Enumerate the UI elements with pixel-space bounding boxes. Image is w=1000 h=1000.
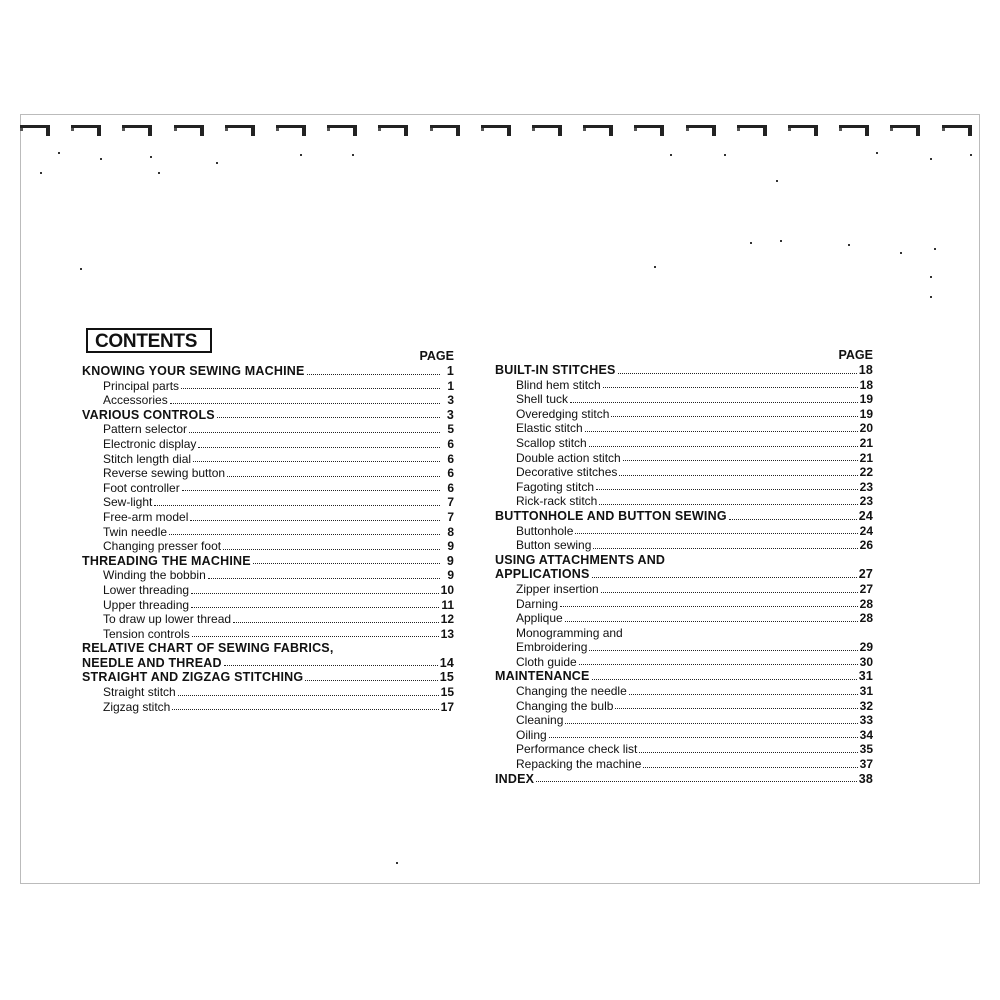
toc-entry — [495, 611, 873, 626]
toc-entry — [495, 699, 873, 714]
toc-entry-page: 5 — [447, 422, 454, 437]
dot-leader — [217, 417, 440, 418]
toc-entry-label: Blind hem stitch — [516, 377, 601, 392]
toc-entry — [82, 627, 454, 642]
toc-entry — [495, 363, 873, 378]
toc-entry-label: INDEX — [495, 771, 535, 786]
binding-ring — [430, 122, 466, 136]
toc-entry-page: 31 — [859, 684, 873, 699]
dot-leader — [643, 767, 857, 768]
scan-speck — [158, 172, 160, 174]
toc-entry-page: 6 — [447, 480, 454, 495]
toc-entry-page: 6 — [447, 451, 454, 466]
toc-entry-page: 24 — [858, 508, 873, 523]
toc-entry-label: KNOWING YOUR SEWING MACHINE — [82, 364, 305, 378]
toc-entry-label: Zigzag stitch — [103, 699, 171, 714]
toc-entry-page: 34 — [859, 727, 873, 742]
toc-entry — [495, 640, 873, 655]
toc-entry-label: Pattern selector — [103, 422, 188, 437]
binding-ring — [532, 122, 568, 136]
dot-leader — [575, 533, 857, 534]
toc-entry-label: Accessories — [103, 393, 168, 408]
toc-entry — [495, 451, 873, 466]
dot-leader — [592, 679, 857, 680]
toc-entry-page: 10 — [440, 582, 454, 597]
dot-leader — [189, 432, 440, 433]
binding-ring — [788, 122, 824, 136]
toc-entry-page: 22 — [859, 465, 873, 480]
toc-entry-label: Zipper insertion — [516, 581, 599, 596]
toc-entry-label: Applique — [516, 611, 563, 626]
toc-entry-page: 24 — [859, 523, 873, 538]
toc-entry-page: 28 — [859, 611, 873, 626]
toc-entry — [495, 553, 873, 568]
toc-entry-page: 15 — [440, 685, 454, 700]
toc-entry-label: Lower threading — [103, 582, 190, 597]
toc-entry — [82, 393, 454, 408]
toc-entry-label: USING ATTACHMENTS AND — [495, 552, 666, 567]
toc-entry — [495, 597, 873, 612]
dot-leader — [560, 606, 858, 607]
toc-entry-page: 19 — [859, 406, 873, 421]
toc-entry — [82, 466, 454, 481]
dot-leader — [181, 388, 440, 389]
dot-leader — [565, 621, 858, 622]
contents-title: CONTENTS — [95, 331, 198, 352]
scan-speck — [216, 162, 218, 164]
toc-entry — [82, 568, 454, 583]
toc-entry-label: RELATIVE CHART OF SEWING FABRICS, — [82, 641, 334, 656]
toc-entry-label: Changing the bulb — [516, 698, 614, 713]
toc-entry-label: Buttonhole — [516, 523, 574, 538]
toc-entry — [82, 612, 454, 627]
binding-ring — [20, 122, 56, 136]
toc-entry-label: Tension controls — [103, 626, 190, 641]
toc-entry-label: Changing the needle — [516, 684, 627, 699]
toc-entry-page: 31 — [858, 669, 873, 684]
toc-entry-page: 20 — [859, 421, 873, 436]
dot-leader — [224, 665, 438, 666]
binding-ring — [225, 122, 261, 136]
toc-entry-label: Sew-light — [103, 495, 153, 510]
toc-entry-page: 27 — [858, 567, 873, 582]
scan-speck — [724, 154, 726, 156]
binding-ring — [634, 122, 670, 136]
toc-entry-label: Twin needle — [103, 524, 168, 539]
dot-leader — [198, 447, 440, 448]
toc-entry-label: VARIOUS CONTROLS — [82, 407, 215, 422]
dot-leader — [191, 593, 439, 594]
toc-entry — [495, 524, 873, 539]
toc-entry-page: 23 — [859, 494, 873, 509]
binding-ring — [122, 122, 158, 136]
toc-entry-page: 3 — [447, 393, 454, 408]
toc-entry-page: 18 — [859, 377, 873, 392]
scan-speck — [300, 154, 302, 156]
dot-leader — [223, 549, 440, 550]
toc-entry-label: Cloth guide — [516, 654, 577, 669]
scan-speck — [848, 244, 850, 246]
toc-entry — [82, 495, 454, 510]
toc-entry-page: 7 — [447, 495, 454, 510]
toc-entry-page: 6 — [447, 436, 454, 451]
toc-entry — [495, 582, 873, 597]
toc-entry-page: 9 — [447, 539, 454, 554]
toc-entry-label: Elastic stitch — [516, 421, 583, 436]
toc-entry-page: 28 — [859, 596, 873, 611]
toc-entry-page: 3 — [446, 407, 454, 422]
toc-entry-page: 17 — [440, 699, 454, 714]
toc-entry-label: Embroidering — [516, 640, 588, 655]
dot-leader — [579, 664, 858, 665]
toc-entry — [495, 509, 873, 524]
dot-leader — [618, 373, 857, 374]
toc-entry — [495, 465, 873, 480]
toc-entry-page: 6 — [447, 466, 454, 481]
toc-entry-label: Shell tuck — [516, 392, 569, 407]
toc-entry-label: BUTTONHOLE AND BUTTON SEWING — [495, 508, 727, 523]
dot-leader — [307, 374, 440, 375]
toc-entry-label: Stitch length dial — [103, 451, 192, 466]
toc-entry-page: 9 — [446, 553, 454, 568]
toc-entry-label: Changing presser foot — [103, 539, 222, 554]
toc-entry-page: 38 — [858, 771, 873, 786]
toc-entry-label: Straight stitch — [103, 685, 176, 700]
dot-leader — [182, 490, 440, 491]
toc-entry-label: APPLICATIONS — [495, 567, 590, 582]
toc-entry — [82, 685, 454, 700]
toc-entry — [82, 598, 454, 613]
dot-leader — [639, 752, 857, 753]
toc-entry — [495, 757, 873, 772]
dot-leader — [729, 519, 857, 520]
toc-entry-label: NEEDLE AND THREAD — [82, 655, 222, 670]
toc-left-column — [82, 348, 454, 714]
scan-speck — [934, 248, 936, 250]
dot-leader — [603, 387, 858, 388]
toc-entry-label: Upper threading — [103, 597, 190, 612]
dot-leader — [611, 416, 857, 417]
toc-entry — [495, 378, 873, 393]
toc-entry — [495, 567, 873, 582]
scan-speck — [396, 862, 398, 864]
scan-speck — [80, 268, 82, 270]
toc-entry — [495, 742, 873, 757]
toc-entry-label: Double action stitch — [516, 450, 621, 465]
toc-entry-page: 21 — [859, 435, 873, 450]
scan-speck — [900, 252, 902, 254]
toc-entry — [82, 670, 454, 685]
toc-entry — [82, 641, 454, 656]
toc-entry-page: 26 — [859, 538, 873, 553]
binding-ring — [71, 122, 107, 136]
binding-ring — [327, 122, 363, 136]
dot-leader — [615, 708, 857, 709]
toc-entry-label: Overedging stitch — [516, 406, 610, 421]
toc-entry-page: 30 — [859, 654, 873, 669]
scan-speck — [970, 154, 972, 156]
toc-entry-label: BUILT-IN STITCHES — [495, 363, 616, 377]
toc-entry — [82, 700, 454, 715]
toc-entry — [82, 481, 454, 496]
dot-leader — [178, 695, 439, 696]
dot-leader — [585, 431, 858, 432]
binding-ring — [890, 122, 926, 136]
scan-speck — [670, 154, 672, 156]
scan-speck — [58, 152, 60, 154]
toc-entry — [82, 437, 454, 452]
toc-entry-label: Performance check list — [516, 742, 638, 757]
toc-entry — [82, 364, 454, 379]
toc-entry — [495, 494, 873, 509]
binding-ring — [839, 122, 875, 136]
toc-entry-page: 11 — [441, 597, 454, 612]
dot-leader — [599, 504, 857, 505]
scan-speck — [930, 158, 932, 160]
toc-entry-page: 29 — [859, 640, 873, 655]
scan-speck — [40, 172, 42, 174]
toc-entry-page: 27 — [859, 581, 873, 596]
toc-entry-label: Scallop stitch — [516, 435, 587, 450]
toc-entry-page: 23 — [859, 479, 873, 494]
toc-entry — [495, 669, 873, 684]
toc-entry — [495, 421, 873, 436]
toc-entry-page: 21 — [859, 450, 873, 465]
toc-entry-label: Rick-rack stitch — [516, 494, 598, 509]
dot-leader — [593, 548, 857, 549]
dot-leader — [172, 709, 438, 710]
toc-entry — [82, 525, 454, 540]
binding-ring — [378, 122, 414, 136]
dot-leader — [169, 534, 440, 535]
dot-leader — [623, 460, 858, 461]
dot-leader — [190, 520, 440, 521]
dot-leader — [193, 461, 440, 462]
toc-entry-page: 37 — [859, 757, 873, 772]
scan-speck — [780, 240, 782, 242]
toc-entry-page: 15 — [439, 670, 454, 685]
binding-ring — [583, 122, 619, 136]
toc-entry — [82, 422, 454, 437]
dot-leader — [589, 650, 857, 651]
toc-entry-label: Free-arm model — [103, 509, 189, 524]
toc-entry — [495, 684, 873, 699]
toc-entry-label: Button sewing — [516, 538, 592, 553]
scan-speck — [352, 154, 354, 156]
dot-leader — [570, 402, 858, 403]
scan-speck — [750, 242, 752, 244]
toc-entry — [495, 436, 873, 451]
dot-leader — [305, 680, 437, 681]
toc-entry-page: 1 — [447, 378, 454, 393]
toc-entry-label: Principal parts — [103, 378, 180, 393]
binding-ring — [481, 122, 517, 136]
toc-entry-label: Decorative stitches — [516, 465, 618, 480]
dot-leader — [253, 563, 440, 564]
toc-entry — [495, 626, 873, 641]
toc-entry-label: Reverse sewing button — [103, 466, 226, 481]
toc-entry — [82, 554, 454, 569]
binding-ring — [276, 122, 312, 136]
toc-entry — [495, 392, 873, 407]
scan-speck — [876, 152, 878, 154]
toc-entry — [495, 480, 873, 495]
toc-entry-page: 14 — [439, 655, 454, 670]
dot-leader — [227, 476, 440, 477]
binding-ring — [686, 122, 722, 136]
toc-entry-label: THREADING THE MACHINE — [82, 553, 251, 568]
dot-leader — [536, 781, 856, 782]
toc-entry-page: 13 — [440, 626, 454, 641]
dot-leader — [629, 694, 858, 695]
dot-leader — [192, 636, 439, 637]
dot-leader — [592, 577, 857, 578]
toc-entry — [82, 510, 454, 525]
toc-entry-label: STRAIGHT AND ZIGZAG STITCHING — [82, 670, 304, 685]
dot-leader — [233, 622, 439, 623]
spiral-binding — [20, 122, 980, 142]
dot-leader — [596, 489, 858, 490]
dot-leader — [191, 607, 439, 608]
toc-entry-label: Electronic display — [103, 436, 197, 451]
toc-entry — [82, 656, 454, 671]
dot-leader — [601, 592, 858, 593]
toc-entry-page: 33 — [859, 713, 873, 728]
toc-entry-label: MAINTENANCE — [495, 669, 590, 684]
binding-ring — [174, 122, 210, 136]
toc-entry-label: Darning — [516, 596, 559, 611]
toc-entry-label: Winding the bobbin — [103, 568, 206, 583]
toc-entry — [82, 379, 454, 394]
toc-entry — [495, 538, 873, 553]
dot-leader — [549, 737, 858, 738]
binding-ring — [942, 122, 978, 136]
dot-leader — [154, 505, 440, 506]
toc-entry-page: 9 — [447, 568, 454, 583]
toc-entry — [82, 452, 454, 467]
dot-leader — [208, 578, 440, 579]
dot-leader — [589, 446, 858, 447]
toc-entry-label: Repacking the machine — [516, 757, 642, 772]
toc-entry-label: Fagoting stitch — [516, 479, 595, 494]
toc-entry-label: Foot controller — [103, 480, 180, 495]
toc-entry-page: 7 — [447, 509, 454, 524]
scan-speck — [150, 156, 152, 158]
toc-entry — [82, 408, 454, 423]
scan-speck — [930, 296, 932, 298]
toc-entry-label: Monogramming and — [516, 625, 623, 640]
dot-leader — [565, 723, 857, 724]
toc-entry-label: Oiling — [516, 727, 547, 742]
toc-entry — [82, 583, 454, 598]
toc-entry-page: 18 — [858, 363, 873, 377]
toc-entry-page: 1 — [446, 364, 454, 378]
toc-entry-page: 19 — [859, 392, 873, 407]
toc-entry-page: 12 — [440, 612, 454, 627]
scan-speck — [776, 180, 778, 182]
toc-entry — [495, 728, 873, 743]
dot-leader — [170, 403, 440, 404]
toc-entry — [495, 407, 873, 422]
toc-entry — [495, 772, 873, 787]
scan-speck — [654, 266, 656, 268]
scan-speck — [930, 276, 932, 278]
page-column-header: PAGE — [419, 349, 454, 363]
toc-entry — [495, 713, 873, 728]
toc-entry-label: To draw up lower thread — [103, 612, 232, 627]
dot-leader — [619, 475, 857, 476]
toc-entry — [82, 539, 454, 554]
toc-entry-page: 35 — [859, 742, 873, 757]
toc-entry — [495, 655, 873, 670]
page-column-header: PAGE — [838, 348, 873, 362]
binding-ring — [737, 122, 773, 136]
toc-entry-label: Cleaning — [516, 713, 564, 728]
toc-entry-page: 32 — [859, 698, 873, 713]
toc-entry-page: 8 — [447, 524, 454, 539]
toc-right-column — [495, 347, 873, 786]
scan-speck — [100, 158, 102, 160]
